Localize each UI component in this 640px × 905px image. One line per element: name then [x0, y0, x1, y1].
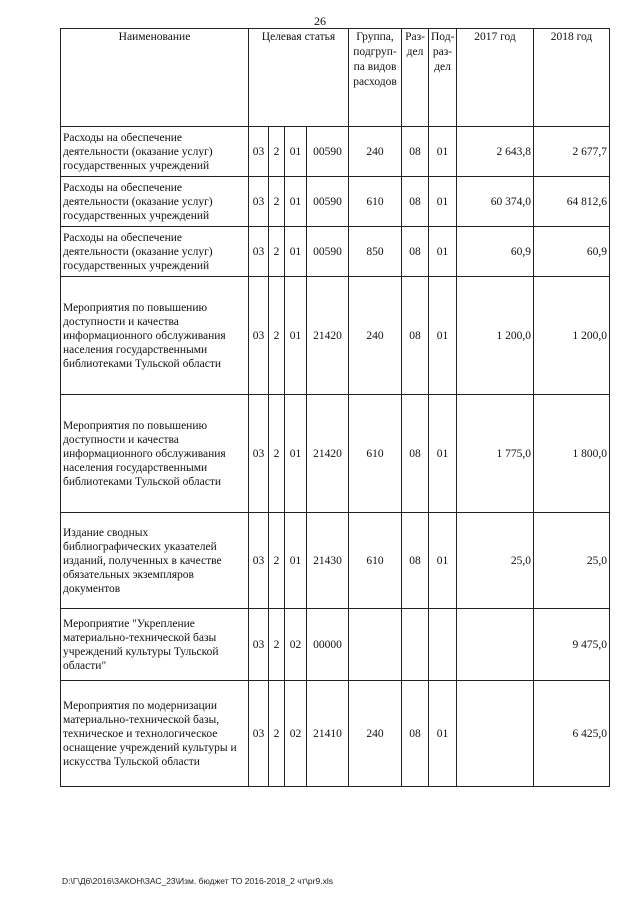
row-target-code-2: 2 — [269, 177, 285, 227]
row-subsection: 01 — [429, 395, 457, 513]
row-target-code-3: 01 — [285, 277, 307, 395]
table-row — [61, 127, 610, 177]
row-value-2017: 60,9 — [457, 227, 534, 277]
table-row — [61, 681, 610, 787]
row-target-code-2: 2 — [269, 227, 285, 277]
row-target-code-3: 01 — [285, 513, 307, 609]
row-value-2018: 9 475,0 — [534, 609, 610, 681]
row-target-code-4: 21420 — [307, 395, 349, 513]
row-section: 08 — [402, 177, 429, 227]
row-target-code-3: 01 — [285, 177, 307, 227]
row-value-2017: 2 643,8 — [457, 127, 534, 177]
row-section — [402, 609, 429, 681]
row-target-code-2: 2 — [269, 681, 285, 787]
table-row — [61, 609, 610, 681]
header-year-2017: 2017 год — [457, 29, 534, 127]
row-target-code-2: 2 — [269, 277, 285, 395]
row-target-code-4: 00590 — [307, 227, 349, 277]
table-row — [61, 177, 610, 227]
row-section: 08 — [402, 127, 429, 177]
row-value-2017: 1 775,0 — [457, 395, 534, 513]
row-section: 08 — [402, 513, 429, 609]
row-value-2018: 64 812,6 — [534, 177, 610, 227]
row-subsection: 01 — [429, 177, 457, 227]
row-subsection: 01 — [429, 513, 457, 609]
row-value-2018: 6 425,0 — [534, 681, 610, 787]
row-target-code-2: 2 — [269, 513, 285, 609]
row-value-2018: 25,0 — [534, 513, 610, 609]
row-target-code-3: 01 — [285, 395, 307, 513]
row-target-code-2: 2 — [269, 609, 285, 681]
row-target-code-4: 21430 — [307, 513, 349, 609]
row-value-2018: 2 677,7 — [534, 127, 610, 177]
row-subsection: 01 — [429, 681, 457, 787]
row-expense-group: 240 — [349, 681, 402, 787]
row-value-2018: 1 800,0 — [534, 395, 610, 513]
row-target-code-1: 03 — [249, 395, 269, 513]
row-section: 08 — [402, 395, 429, 513]
row-expense-group: 240 — [349, 277, 402, 395]
row-expense-group: 610 — [349, 177, 402, 227]
row-subsection: 01 — [429, 277, 457, 395]
row-name: Мероприятия по модернизации материально-технической базы, техническое и технологическое оснащение учреждений культуры и искусства Тульской области — [61, 681, 249, 787]
row-subsection: 01 — [429, 227, 457, 277]
table-row — [61, 227, 610, 277]
row-target-code-2: 2 — [269, 127, 285, 177]
row-target-code-4: 00590 — [307, 177, 349, 227]
row-value-2018: 60,9 — [534, 227, 610, 277]
row-expense-group: 610 — [349, 513, 402, 609]
row-value-2017 — [457, 681, 534, 787]
row-target-code-1: 03 — [249, 513, 269, 609]
row-name: Мероприятия по повышению доступности и качества информационного обслуживания населения государственными библиотеками Тульской области — [61, 277, 249, 395]
row-section: 08 — [402, 681, 429, 787]
row-target-code-1: 03 — [249, 127, 269, 177]
row-name: Мероприятие "Укрепление материально-технической базы учреждений культуры Тульской области" — [61, 609, 249, 681]
table-row — [61, 395, 610, 513]
row-name: Расходы на обеспечение деятельности (оказание услуг) государственных учреждений — [61, 127, 249, 177]
row-target-code-4: 21410 — [307, 681, 349, 787]
row-target-code-3: 01 — [285, 227, 307, 277]
row-target-code-1: 03 — [249, 177, 269, 227]
row-target-code-1: 03 — [249, 609, 269, 681]
row-target-code-4: 00000 — [307, 609, 349, 681]
row-target-code-4: 00590 — [307, 127, 349, 177]
row-expense-group: 610 — [349, 395, 402, 513]
row-subsection: 01 — [429, 127, 457, 177]
row-name: Расходы на обеспечение деятельности (оказание услуг) государственных учреждений — [61, 177, 249, 227]
row-name: Мероприятия по повышению доступности и качества информационного обслуживания населения государственными библиотеками Тульской области — [61, 395, 249, 513]
table-row — [61, 513, 610, 609]
row-value-2017: 60 374,0 — [457, 177, 534, 227]
row-target-code-3: 01 — [285, 127, 307, 177]
page-number: 26 — [314, 14, 326, 28]
row-value-2017 — [457, 609, 534, 681]
row-value-2017: 1 200,0 — [457, 277, 534, 395]
header-name: Наименование — [61, 29, 249, 127]
row-target-code-1: 03 — [249, 227, 269, 277]
table-row — [61, 277, 610, 395]
row-section: 08 — [402, 277, 429, 395]
footer-file-path: D:\Г\Д6\2016\ЗАКОН\ЗАС_23\Изм. бюджет ТО 2016-2018_2 чт\pr9.xls — [62, 876, 333, 886]
header-year-2018: 2018 год — [534, 29, 610, 127]
row-name: Расходы на обеспечение деятельности (оказание услуг) государственных учреждений — [61, 227, 249, 277]
row-value-2017: 25,0 — [457, 513, 534, 609]
row-expense-group — [349, 609, 402, 681]
row-target-code-4: 21420 — [307, 277, 349, 395]
header-target-article: Целевая статья — [249, 29, 349, 127]
row-expense-group: 240 — [349, 127, 402, 177]
table-body — [61, 127, 610, 787]
row-expense-group: 850 — [349, 227, 402, 277]
header-section: Раз-дел — [402, 29, 429, 127]
table-header-row — [61, 29, 610, 127]
budget-table — [60, 28, 610, 787]
header-subsection: Под-раз-дел — [429, 29, 457, 127]
row-subsection — [429, 609, 457, 681]
row-section: 08 — [402, 227, 429, 277]
row-target-code-3: 02 — [285, 609, 307, 681]
row-target-code-2: 2 — [269, 395, 285, 513]
header-expense-group: Группа, подгруп-па видов расходов — [349, 29, 402, 127]
row-target-code-1: 03 — [249, 277, 269, 395]
row-name: Издание сводных библиографических указателей изданий, полученных в качестве обязательных экземпляров документов — [61, 513, 249, 609]
row-target-code-1: 03 — [249, 681, 269, 787]
row-value-2018: 1 200,0 — [534, 277, 610, 395]
row-target-code-3: 02 — [285, 681, 307, 787]
